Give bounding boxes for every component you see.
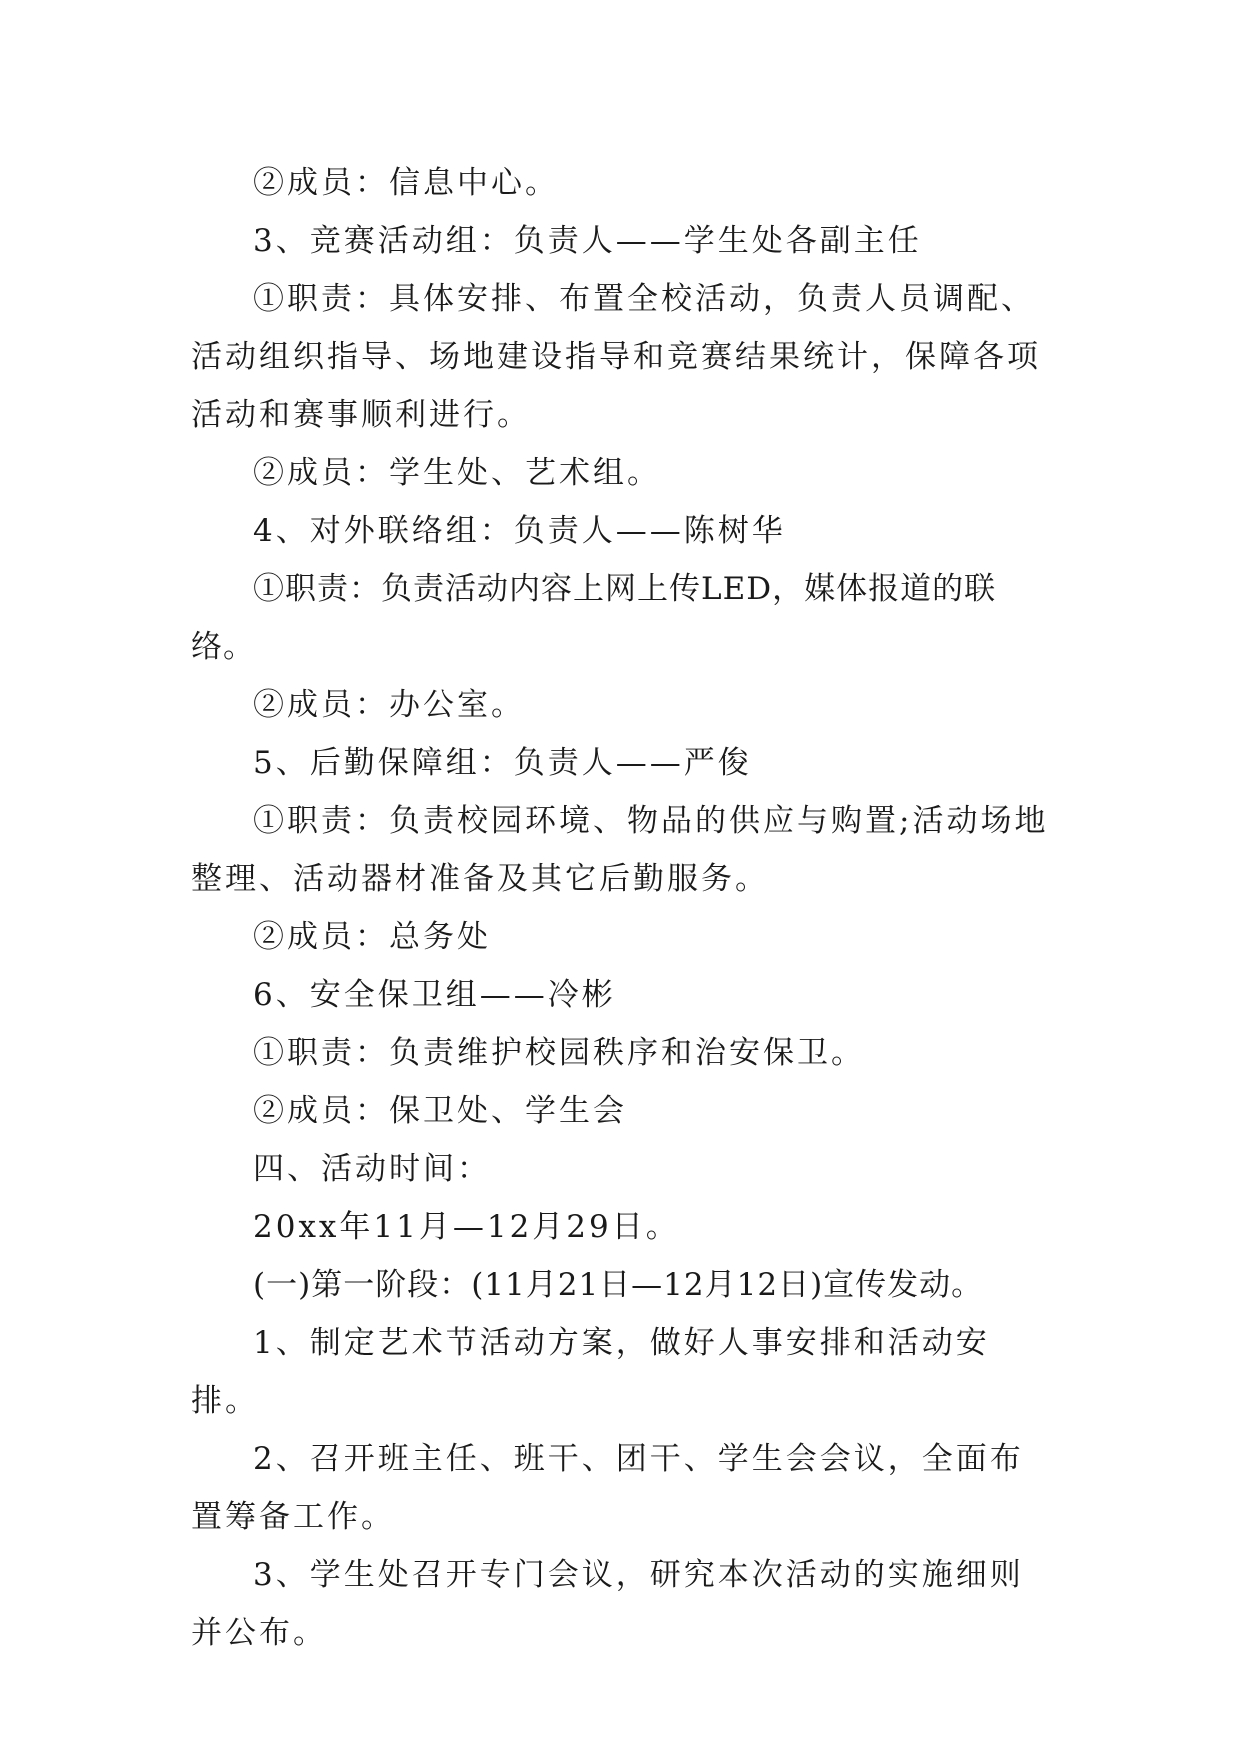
paragraph: 6、安全保卫组——冷彬	[253, 977, 616, 1013]
paragraph: ②成员：办公室。	[253, 687, 525, 723]
paragraph: ②成员：保卫处、学生会	[253, 1093, 627, 1129]
paragraph: ②成员：信息中心。	[253, 165, 559, 201]
paragraph: 2、召开班主任、班干、团干、学生会会议，全面布置筹备工作。	[191, 1441, 1024, 1535]
paragraph: ①职责：负责维护校园秩序和治安保卫。	[253, 1035, 865, 1071]
paragraph: ②成员：学生处、艺术组。	[253, 455, 661, 491]
document-body	[191, 154, 1051, 1662]
paragraph: ①职责：负责活动内容上网上传LED，媒体报道的联络。	[191, 571, 997, 665]
paragraph: ①职责：具体安排、布置全校活动，负责人员调配、活动组织指导、场地建设指导和竞赛结果统计，保障各项活动和赛事顺利进行。	[191, 281, 1041, 433]
paragraph: 3、学生处召开专门会议，研究本次活动的实施细则并公布。	[191, 1557, 1024, 1651]
paragraph: 4、对外联络组：负责人——陈树华	[253, 513, 786, 549]
paragraph: 3、竞赛活动组：负责人——学生处各副主任	[253, 223, 922, 259]
paragraph: 20xx年11月—12月29日。	[253, 1209, 680, 1245]
paragraph: ②成员：总务处	[253, 919, 491, 955]
paragraph: 1、制定艺术节活动方案，做好人事安排和活动安排。	[191, 1325, 990, 1419]
section-heading: 四、活动时间：	[253, 1151, 491, 1187]
paragraph: ①职责：负责校园环境、物品的供应与购置;活动场地整理、活动器材准备及其它后勤服务。	[191, 803, 1049, 897]
paragraph: 5、后勤保障组：负责人——严俊	[253, 745, 752, 781]
paragraph: (一)第一阶段：(11月21日—12月12日)宣传发动。	[253, 1267, 984, 1303]
